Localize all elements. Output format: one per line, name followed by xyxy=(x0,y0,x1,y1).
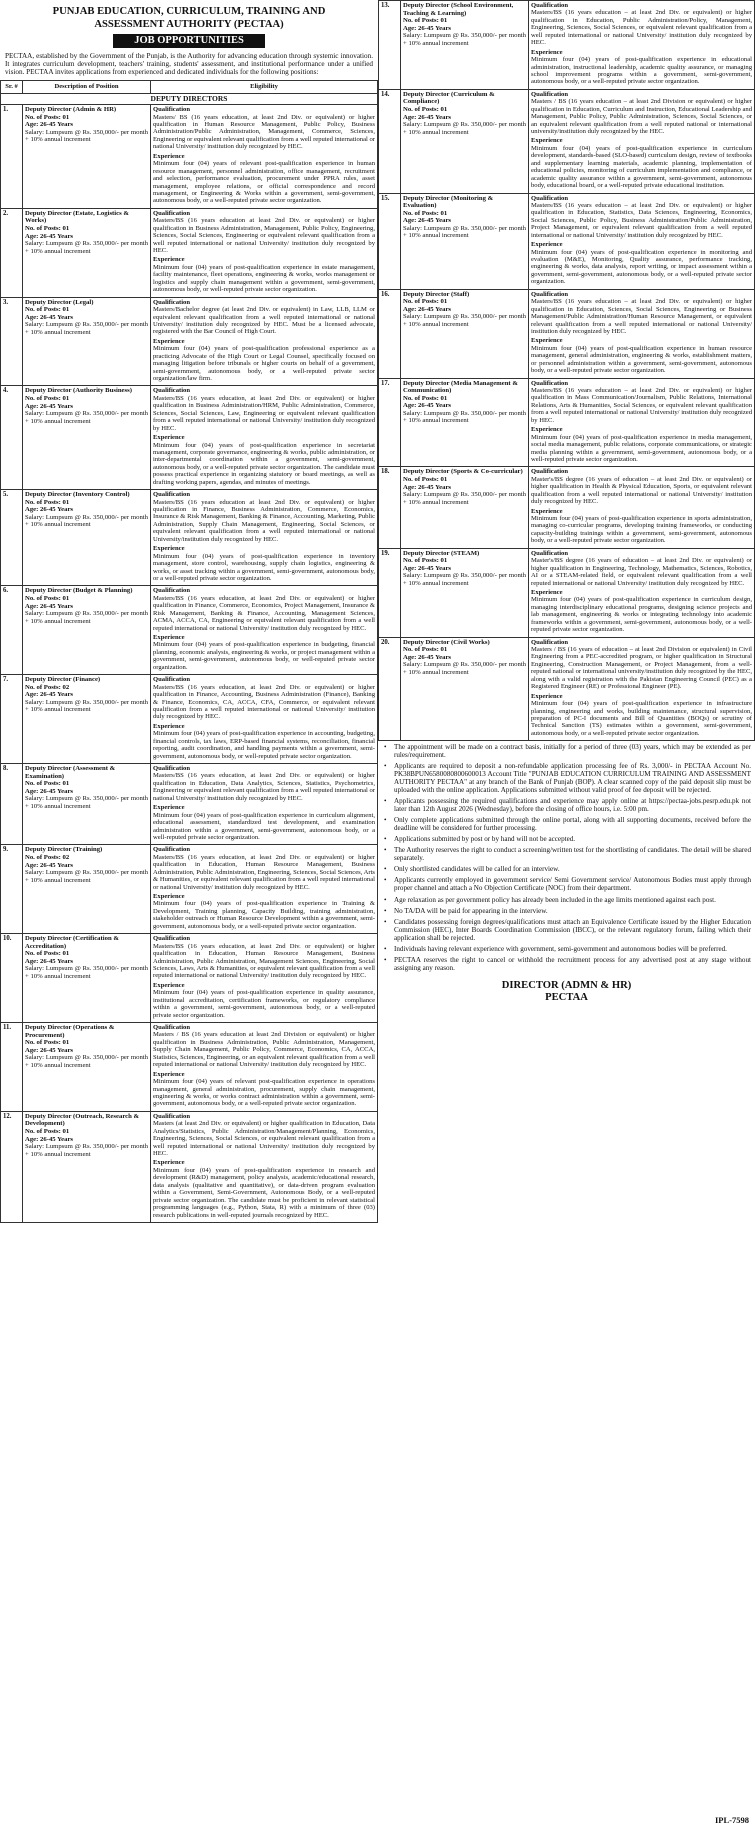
position-number: 10. xyxy=(1,934,23,1023)
positions-table-right xyxy=(378,0,755,741)
number-of-posts: No. of Posts: 01 xyxy=(403,298,448,306)
experience-text: Minimum four (04) years of post-qualification experience in media management, social media management, public relations, corporate communications, or strategic media planning within a government, semi-government, autonomous body, or a well-reputed private sector organization. xyxy=(531,433,752,463)
position-title: Deputy Director (School Environment, Teaching & Learning) xyxy=(403,2,514,17)
left-position-rows xyxy=(1,105,378,1223)
position-description xyxy=(401,637,529,741)
position-title: Deputy Director (Staff) xyxy=(403,290,470,298)
position-eligibility xyxy=(529,1,755,90)
qualification-heading: Qualification xyxy=(531,90,568,98)
position-title: Deputy Director (Curriculum & Compliance) xyxy=(403,90,495,106)
age-limit: Age: 26-45 Years xyxy=(25,313,74,321)
experience-heading: Experience xyxy=(153,1159,185,1167)
experience-text: Minimum four (04) years of post-qualification experience in research and development (R&D) management, policy analysis, academic/educational research, data analysis (qualitative and quantitative), or data-driven program evaluation within a Government, Semi-Government, Autonomous Body, or a well-reputed private sector organization. The candidate must be proficient in relevant statistical programming languages (e.g., Python, Stata, R) with a minimum of three (03) research publications in well-reputed journals recognized by HEC. xyxy=(153,1166,375,1219)
qualification-heading: Qualification xyxy=(153,935,190,943)
position-description xyxy=(23,1023,151,1112)
qualification-heading: Qualification xyxy=(531,379,568,387)
experience-text: Minimum four (04) years of post-qualification experience in quality assurance, institutional accreditation, certification frameworks, or regulatory compliance within a government, semi-government, autonomous body, or a well-reputed private sector organization. xyxy=(153,989,375,1019)
position-title: Deputy Director (Monitoring & Evaluation) xyxy=(403,194,494,210)
note-item: • Only shortlisted candidates will be called for an interview. xyxy=(384,865,751,873)
experience-text: Minimum four (04) years of post-qualification experience in educational administration, instructional leadership, academic quality assurance, or managing school improvement programs within a government, semi-government, autonomous body, or a well-reputed private sector organization. xyxy=(531,56,752,86)
qualification-heading: Qualification xyxy=(531,549,568,557)
qualification-text: Masters / BS (16 years education – at least 2nd Division or equivalent) or higher qualification in Education, Curriculum and Instruction, Educational Leadership and Management, Public Policy, Public Administration, Sciences, Social Sciences, or an equivalent relevant qualification from a well reputed national or international university/institution duly recognized by the HEC. xyxy=(531,98,752,135)
position-number: 3. xyxy=(1,297,23,386)
position-title: Deputy Director (STEAM) xyxy=(403,549,480,557)
qualification-heading: Qualification xyxy=(153,298,190,306)
qualification-heading: Qualification xyxy=(531,194,568,202)
qualification-text: Masters/BS (16 years education, at least 2nd Div. or equivalent) or higher qualification in Education, Data Analytics, Sciences, Statistics, Psychometrics, Engineering or equivalent relevant qualification from a well reputed international or national University/ institution duly recognized by HEC. xyxy=(153,772,375,802)
position-row xyxy=(1,845,378,934)
position-title: Deputy Director (Authority Business) xyxy=(25,387,132,395)
position-description xyxy=(23,105,151,209)
position-title: Deputy Director (Estate, Logistics & Works) xyxy=(25,209,129,225)
org-title-line1: PUNJAB EDUCATION, CURRICULUM, TRAINING AND xyxy=(52,6,326,17)
salary: Salary: Lumpsum @ Rs. 350,000/- per month + 10% annual increment xyxy=(25,410,148,425)
signatory-title: DIRECTOR (ADMN & HR) xyxy=(501,979,632,991)
note-item: • No TA/DA will be paid for appearing in the interview. xyxy=(384,907,751,915)
salary: Salary: Lumpsum @ Rs. 350,000/- per month + 10% annual increment xyxy=(403,121,526,136)
position-row xyxy=(379,193,755,289)
position-eligibility xyxy=(151,490,378,586)
number-of-posts: No. of Posts: 01 xyxy=(25,306,70,314)
position-eligibility xyxy=(529,548,755,637)
experience-text: Minimum four (04) years of post-qualification experience in Training & Development, Training planning, Capacity Building, training administration, stakeholder outreach or Human Resource Development within a government, semi-government, autonomous body, or a well-reputed private sector organization. xyxy=(153,900,375,930)
position-number: 1. xyxy=(1,105,23,209)
position-row xyxy=(1,1023,378,1112)
position-title: Deputy Director (Admin & HR) xyxy=(25,106,117,114)
position-eligibility xyxy=(529,637,755,741)
experience-heading: Experience xyxy=(153,634,185,642)
age-limit: Age: 26-45 Years xyxy=(403,483,452,491)
age-limit: Age: 26-45 Years xyxy=(403,402,452,410)
experience-heading: Experience xyxy=(153,256,185,264)
experience-heading: Experience xyxy=(153,545,185,553)
intro-paragraph: PECTAA, established by the Government of the Punjab, is the Authority for advancing education through systemic innovation. It integrates curriculum development, teachers' training, students' assessment, and institutional performance under a unified vision. PECTAA invites applications from experienced and dedicated individuals for the following positions: xyxy=(5,51,373,77)
note-item: • Applications submitted by post or by hand will not be accepted. xyxy=(384,835,751,843)
qualification-text: Masters/BS (16 years education at least 2nd Div. or equivalent) or higher qualification in Finance, Business Administration, Commerce, Economics, Insurance & Risk Management, Banking & Finance, Accounting, Marketing, Public Administration, Supply Chain Management, Engineering, Social Sciences, or equivalent relevant qualification from a well reputed international or national University/institution duly recognized by HEC. xyxy=(153,498,375,543)
number-of-posts: No. of Posts: 02 xyxy=(25,853,70,861)
experience-text: Minimum four (04) years of post-qualification experience in estate management, facility maintenance, fleet operations, engineering & works, works management or logistics and supply chain management within a government, semi-government, autonomous body, or well-reputed private sector organization. xyxy=(153,263,375,294)
position-description xyxy=(401,1,529,90)
signatory-organization: PECTAA xyxy=(545,992,588,1004)
position-description xyxy=(23,208,151,297)
number-of-posts: No. of Posts: 01 xyxy=(403,475,448,483)
number-of-posts: No. of Posts: 01 xyxy=(403,394,448,402)
number-of-posts: No. of Posts: 01 xyxy=(25,1039,70,1047)
qualification-heading: Qualification xyxy=(531,2,568,9)
salary: Salary: Lumpsum @ Rs. 350,000/- per month + 10% annual increment xyxy=(25,240,148,255)
position-eligibility xyxy=(151,1111,378,1222)
number-of-posts: No. of Posts: 01 xyxy=(25,224,70,232)
qualification-text: Masters/ BS (16 years education, at least 2nd Div. or equivalent) or higher qualification in Human Resource Management, Public Policy, Business Administration/Public Administration, Management, Commerce, Sciences, Engineering or equivalent relevant qualification from a well reputed international or national University/ institution duly recognized by HEC. xyxy=(153,113,375,151)
position-title: Deputy Director (Inventory Control) xyxy=(25,491,130,499)
qualification-text: Masters/Bachelor degree (at least 2nd Div. or equivalent) in Law, LLB, LLM or equivalent relevant qualification from a well reputed international or national University/ institution duly recognized by HEC. Must be a licensed advocate, registered with the Bar Council of High Court. xyxy=(153,306,375,336)
experience-heading: Experience xyxy=(153,804,185,812)
ipl-reference: IPL-7598 xyxy=(715,1815,749,1826)
qualification-heading: Qualification xyxy=(153,587,190,595)
position-row xyxy=(379,378,755,467)
experience-heading: Experience xyxy=(531,588,563,596)
position-title: Deputy Director (Sports & Co-curricular) xyxy=(403,468,523,476)
qualification-text: Masters/BS (16 years education – at least 2nd Div. or equivalent) or higher qualification in Mass Communication/Journalism, Public Relations, International Relations, Arts & Humanities, Social Sciences, or equivalent relevant qualification from a well reputed international or national University/ institution duly recognized by HEC. xyxy=(531,387,752,424)
qualification-text: Masters/BS (16 years education – at least 2nd Div. or equivalent) or higher qualification in Education, Sciences, Social Sciences, Engineering or Business Management/Public Administration/Human Resource Management, or equivalent relevant qualification from a well reputed international or national University/ institution duly recognized by HEC. xyxy=(531,298,752,335)
position-title: Deputy Director (Training) xyxy=(25,846,103,854)
position-eligibility xyxy=(151,934,378,1023)
column-header-sr: Sr. # xyxy=(1,81,23,93)
position-description xyxy=(23,297,151,386)
qualification-heading: Qualification xyxy=(153,846,190,854)
age-limit: Age: 26-45 Years xyxy=(25,861,74,869)
position-row xyxy=(1,1111,378,1222)
position-description xyxy=(23,586,151,675)
position-title: Deputy Director (Finance) xyxy=(25,676,101,684)
qualification-heading: Qualification xyxy=(153,106,190,114)
position-title: Deputy Director (Outreach, Research & Development) xyxy=(25,1112,140,1128)
qualification-text: Masters/BS (16 years education, at least 2nd Div. or equivalent) or higher qualification in Education, Human Resource Management, Business Administration, Public Administration, Management Sciences, Engineering, Social Sciences, Laws, Arts & Humanities, or equivalent relevant qualification from a well reputed international or national University/ institution duly recognized by HEC. xyxy=(153,942,375,980)
position-row xyxy=(1,386,378,490)
number-of-posts: No. of Posts: 01 xyxy=(403,646,448,654)
age-limit: Age: 26-45 Years xyxy=(403,653,452,661)
experience-text: Minimum four (04) years of post-qualification experience in budgeting, financial planning, economic analysis, engineering & works, or project management within a government, semi-government, autonomous body, or well-reputed private sector organization. xyxy=(153,641,375,671)
position-number: 2. xyxy=(1,208,23,297)
position-number: 12. xyxy=(1,1111,23,1222)
position-eligibility xyxy=(151,675,378,764)
section-row xyxy=(1,93,378,104)
position-description xyxy=(23,490,151,586)
position-title: Deputy Director (Assessment & Examination) xyxy=(25,765,116,780)
experience-text: Minimum four (04) years of post-qualification experience in curriculum design, managing interdisciplinary educational programs, designing science projects and lab management, engineering & works or integrating technology into academic frameworks within a government, semi-government, autonomous body, or a well-reputed private sector organization. xyxy=(531,596,752,634)
position-eligibility xyxy=(151,1023,378,1112)
note-item: • Individuals having relevant experience with government, semi-government and autonomous bodies will be preferred. xyxy=(384,945,751,953)
age-limit: Age: 26-45 Years xyxy=(403,305,452,313)
note-item: • PECTAA reserves the right to cancel or withhold the recruitment process for any advertised post at any stage without assigning any reason. xyxy=(384,956,751,972)
position-title: Deputy Director (Legal) xyxy=(25,298,94,306)
age-limit: Age: 26-45 Years xyxy=(403,24,452,32)
age-limit: Age: 26-45 Years xyxy=(25,787,74,795)
experience-heading: Experience xyxy=(153,981,185,989)
salary: Salary: Lumpsum @ Rs. 350,000/- per month + 10% annual increment xyxy=(403,491,526,506)
org-title-line2: ASSESSMENT AUTHORITY (PECTAA) xyxy=(94,18,284,30)
age-limit: Age: 26-45 Years xyxy=(403,113,452,121)
experience-heading: Experience xyxy=(153,722,185,730)
salary: Salary: Lumpsum @ Rs. 350,000/- per month + 10% annual increment xyxy=(403,572,526,587)
position-eligibility xyxy=(529,289,755,378)
position-description xyxy=(401,193,529,289)
qualification-heading: Qualification xyxy=(153,1024,190,1032)
position-row xyxy=(1,208,378,297)
salary: Salary: Lumpsum @ Rs. 350,000/- per month + 10% annual increment xyxy=(403,313,526,328)
salary: Salary: Lumpsum @ Rs. 350,000/- per month + 10% annual increment xyxy=(25,795,148,810)
position-description xyxy=(401,467,529,548)
table-header-row xyxy=(1,81,378,93)
salary: Salary: Lumpsum @ Rs. 350,000/- per month + 10% annual increment xyxy=(403,32,526,47)
position-number: 7. xyxy=(1,675,23,764)
right-position-rows xyxy=(379,1,755,741)
number-of-posts: No. of Posts: 01 xyxy=(25,780,70,788)
position-eligibility xyxy=(151,764,378,845)
position-number: 16. xyxy=(379,289,401,378)
experience-heading: Experience xyxy=(153,152,185,160)
qualification-heading: Qualification xyxy=(531,290,568,298)
position-number: 18. xyxy=(379,467,401,548)
position-eligibility xyxy=(529,467,755,548)
position-description xyxy=(23,764,151,845)
age-limit: Age: 26-45 Years xyxy=(25,957,74,965)
position-description xyxy=(23,1111,151,1222)
number-of-posts: No. of Posts: 01 xyxy=(25,113,70,121)
number-of-posts: No. of Posts: 01 xyxy=(25,594,70,602)
note-item: • The Authority reserves the right to conduct a screening/written test for the shortlisting of candidates. The detail will be shared separately. xyxy=(384,846,751,862)
qualification-text: Master's/BS degree (16 years of education – at least 2nd Div. or equivalent) or higher qualification in Health & Physical Education, Sports, or equivalent relevant qualification from a well reputed international or national University/ institution duly recognized by HEC. xyxy=(531,475,752,506)
qualification-heading: Qualification xyxy=(153,1112,190,1120)
experience-text: Minimum four (04) years of post-qualification experience in human resource management, general administration, engineering & works, establishment matters, or personnel administration within a government, semi-government, autonomous body, or a well-reputed private sector organization. xyxy=(531,344,752,375)
age-limit: Age: 26-45 Years xyxy=(25,602,74,610)
salary: Salary: Lumpsum @ Rs. 350,000/- per month + 10% annual increment xyxy=(25,513,148,529)
note-item: • The appointment will be made on a contract basis, initially for a period of three (03) years, which may be extended as per rules/requirement. xyxy=(384,743,751,759)
qualification-text: Masters (at least 2nd Div. or equivalent) or higher qualification in Education, Data Analytics/Statistics, Public Administration/Management/Planning, Economics, Engineering, Sciences, Social Sciences, or equivalent relevant qualification from a well reputed international or national University/ institution duly recognized by HEC. xyxy=(153,1120,375,1158)
experience-heading: Experience xyxy=(153,893,185,901)
position-description xyxy=(23,386,151,490)
position-row xyxy=(379,548,755,637)
experience-text: Minimum four (04) years of post-qualification experience in curriculum alignment, educational assessment, standardized test development, and examination administration within a government, semi-government, autonomous body, or a well-reputed private sector organization. xyxy=(153,811,375,841)
position-number: 15. xyxy=(379,193,401,289)
position-number: 20. xyxy=(379,637,401,741)
organization-title xyxy=(6,6,372,31)
number-of-posts: No. of Posts: 02 xyxy=(25,683,70,691)
age-limit: Age: 26-45 Years xyxy=(25,121,74,129)
position-title: Deputy Director (Certification & Accreditation) xyxy=(25,935,119,950)
age-limit: Age: 26-45 Years xyxy=(25,691,74,699)
position-description xyxy=(401,89,529,193)
position-number: 14. xyxy=(379,89,401,193)
age-limit: Age: 26-45 Years xyxy=(403,217,452,225)
position-row xyxy=(1,490,378,586)
age-limit: Age: 26-45 Years xyxy=(25,232,74,240)
age-limit: Age: 26-45 Years xyxy=(25,1135,74,1143)
position-eligibility xyxy=(151,105,378,209)
note-item: • Applicants are required to deposit a non-refundable application processing fee of Rs. 3,000/- in PECTAA Account No. PK38BPUN6580080800600013 Account Title "PUNJAB EDUCATION CURRICULUM TRAINING AND ASSESSMENT AUTHORITY PECTAA" at any branch of the Bank of Punjab (BOP). A clear scanned copy of the paid deposit slip must be uploaded with the online application. Applications submitted without valid proof of fee deposit will be rejected. xyxy=(384,762,751,794)
experience-heading: Experience xyxy=(531,137,563,145)
qualification-heading: Qualification xyxy=(153,676,190,684)
experience-text: Minimum four (04) years of relevant post-qualification experience in human resource management, personnel administration, office management, recruitment and selection, performance evaluation, procurement under PPRA rules, asset management, employee relations, or official correspondence and record management, or Engineering & Works within a government, semi-government, autonomous body, or a well-reputed private sector organization. xyxy=(153,160,375,205)
experience-heading: Experience xyxy=(531,48,563,56)
age-limit: Age: 26-45 Years xyxy=(403,564,452,572)
qualification-text: Masters/BS (16 years education, at least 2nd Div. or equivalent) or higher qualification in Business Administration/HRM, Public Administration, Commerce, Sciences, Social Sciences, Law, Engineering or equivalent relevant qualification from a well reputed international or national University/ institution duly recognized by HEC. xyxy=(153,394,375,432)
experience-heading: Experience xyxy=(531,692,563,700)
experience-heading: Experience xyxy=(531,337,563,345)
number-of-posts: No. of Posts: 01 xyxy=(403,209,448,217)
position-number: 9. xyxy=(1,845,23,934)
experience-text: Minimum four (04) years of post-qualification professional experience as a practicing Advocate of the High Court or Legal Counsel, specifically focused on managing litigation before tribunals or higher courts on behalf of a government, semi-government, autonomous body, or a well-reputed private sector organization/law firm. xyxy=(153,345,375,383)
qualification-text: Masters/BS (16 years education, at least 2nd Div. or equivalent) or higher qualification in Finance, Accounting, Business Administration (Finance), Banking & Finance, Economics, CA, ACCA, CFA, Commerce, or equivalent relevant qualification from a well reputed international or national University/ institution duly recognized by HEC. xyxy=(153,683,375,721)
position-eligibility xyxy=(529,89,755,193)
position-description xyxy=(23,934,151,1023)
qualification-text: Master's/BS degree (16 years of education – at least 2nd Div. or equivalent) or higher qualification in Engineering, Technology, Mathematics, Sciences, Robotics, AI or a STEAM-related field, or equivalent relevant qualification from a well reputed international or national University/ institution duly recognized by HEC. xyxy=(531,557,752,587)
number-of-posts: No. of Posts: 01 xyxy=(403,557,448,565)
qualification-heading: Qualification xyxy=(153,491,190,499)
position-eligibility xyxy=(151,297,378,386)
salary: Salary: Lumpsum @ Rs. 350,000/- per month + 10% annual increment xyxy=(25,1143,148,1158)
experience-text: Minimum four (04) years of post-qualification experience in inventory management, store control, warehousing, supply chain logistics, engineering & works, or asset tracking within a government, semi-government, autonomous body, or a well-reputed private sector organization. xyxy=(153,552,375,582)
experience-text: Minimum four (04) years of relevant post-qualification experience in operations management, general administration, procurement, supply chain management, engineering & works, or works contract administration within a government, semi-government, autonomous body, or a well-reputed private sector organization. xyxy=(153,1078,375,1108)
number-of-posts: No. of Posts: 01 xyxy=(25,950,70,958)
position-eligibility xyxy=(529,193,755,289)
qualification-text: Masters / BS (16 years of education – at least 2nd Division or equivalent) in Civil Engineering from a PEC-accredited program, or higher qualification in Structural Engineering, Construction Management, or Project Management, from a well-reputed national or international university/institution duly recognized by the HEC, along with a valid registration with the Pakistan Engineering Council (PEC) as a Registered Engineer (RE) or Professional Engineer (PE). xyxy=(531,646,752,691)
position-row xyxy=(1,764,378,845)
salary: Salary: Lumpsum @ Rs. 350,000/- per month + 10% annual increment xyxy=(25,869,148,884)
salary: Salary: Lumpsum @ Rs. 350,000/- per month + 10% annual increment xyxy=(25,1054,148,1069)
age-limit: Age: 26-45 Years xyxy=(25,402,74,410)
position-row xyxy=(379,1,755,90)
experience-text: Minimum four (04) years of post-qualification experience in monitoring and evaluation (M&E), Monitoring, Quality assurance, performance tracking, engineering & works, data analysis, report writing, or impact assessment within a government, semi-government, autonomous body, or a well-reputed private sector organization. xyxy=(531,248,752,286)
salary: Salary: Lumpsum @ Rs. 350,000/- per month + 10% annual increment xyxy=(25,610,148,625)
position-eligibility xyxy=(151,386,378,490)
position-row xyxy=(1,105,378,209)
section-title: DEPUTY DIRECTORS xyxy=(1,93,378,104)
position-row xyxy=(1,934,378,1023)
experience-heading: Experience xyxy=(531,507,563,515)
position-row xyxy=(379,467,755,548)
position-number: 13. xyxy=(379,1,401,90)
qualification-heading: Qualification xyxy=(531,468,568,476)
position-eligibility xyxy=(529,378,755,467)
position-title: Deputy Director (Budget & Planning) xyxy=(25,587,133,595)
position-row xyxy=(1,297,378,386)
position-description xyxy=(23,845,151,934)
position-row xyxy=(379,289,755,378)
salary: Salary: Lumpsum @ Rs. 350,000/- per month + 10% annual increment xyxy=(403,661,526,676)
number-of-posts: No. of Posts: 01 xyxy=(25,498,70,506)
position-number: 6. xyxy=(1,586,23,675)
position-title: Deputy Director (Civil Works) xyxy=(403,638,490,646)
position-row xyxy=(379,637,755,741)
position-row xyxy=(1,675,378,764)
note-item: • Age relaxation as per government policy has already been included in the age limits mentioned against each post. xyxy=(384,896,751,904)
qualification-text: Masters/BS (16 years education, at least 2nd Div. or equivalent) or higher qualification in Finance, Commerce, Economics, Project Management, Insurance & Risk Management, Banking & Finance, Accounting, Management Sciences, ACMA, ACCA, CA, Engineering or equivalent relevant qualification from a well reputed international or national University/ institution duly recognized by HEC. xyxy=(153,594,375,632)
position-description xyxy=(401,378,529,467)
salary: Salary: Lumpsum @ Rs. 350,000/- per month + 10% annual increment xyxy=(403,409,526,425)
experience-text: Minimum four (04) years of post-qualification experience in infrastructure planning, engineering and works, building maintenance, structural supervision, preparation of PC-I documents and Bill of Quantities (BOQs) or scrutiny of Technical Sanction (TS) estimates within a government, semi-government, autonomous body, or a well-reputed private sector organization. xyxy=(531,700,752,737)
experience-heading: Experience xyxy=(153,1070,185,1078)
position-number: 5. xyxy=(1,490,23,586)
qualification-heading: Qualification xyxy=(153,387,190,395)
experience-text: Minimum four (04) years of post-qualification experience in curriculum development, standards-based (SLO-based) curriculum design, review of textbooks and supplementary learning materials, academic planning, implementation of educational policies, monitoring of curriculum implementation and compliance, or academic quality assurance within a government, semi-government, autonomous body, educational board, or a well-reputed private educational institution. xyxy=(531,144,752,190)
position-eligibility xyxy=(151,208,378,297)
age-limit: Age: 26-45 Years xyxy=(25,506,74,514)
number-of-posts: No. of Posts: 01 xyxy=(25,1127,70,1135)
qualification-text: Masters/BS (16 years education – at least 2nd Div. or equivalent) or higher qualification in Education, Statistics, Data Sciences, Engineering, Economics, Social Sciences, Public Policy, Business Administration/Public Administration, Project Management, or equivalent relevant qualification from a well reputed international or national University/ institution duly recognized by HEC. xyxy=(531,201,752,239)
number-of-posts: No. of Posts: 01 xyxy=(25,395,70,403)
experience-text: Minimum four (04) years of post-qualification experience in accounting, budgeting, financial controls, tax laws, ERP-based financial systems, reconciliation, financial reporting, audit coordination, and handling payments within a government, semi-government, autonomous body, or well-reputed private sector organization. xyxy=(153,730,375,760)
qualification-text: Masters/BS (16 years education at least 2nd Div. or equivalent) or higher qualification in Business Administration, Management, Public Policy, Engineering, Sciences, Social Sciences, Engineering or equivalent relevant qualification from a well reputed international or national University/ institution duly recognized by HEC. xyxy=(153,217,375,255)
qualification-text: Masters/BS (16 years education, at least 2nd Div. or equivalent) or higher qualification in Education, Human Resource Management, Business Administration, Public Administration, Engineering, Sciences, Social Sciences, Arts & Humanities, or equivalent relevant qualification from a well reputed international or national University/ institution duly recognized by HEC. xyxy=(153,853,375,891)
position-number: 4. xyxy=(1,386,23,490)
position-description xyxy=(401,289,529,378)
experience-text: Minimum four (04) years of post-qualification experience in sports administration, managing co-curricular programs, developing training frameworks, or conducting capacity-building trainings within a government, semi-government, autonomous body, or a well-reputed private sector organization. xyxy=(531,515,752,545)
position-description xyxy=(401,548,529,637)
qualification-heading: Qualification xyxy=(531,638,568,646)
positions-table-left xyxy=(0,80,378,1223)
experience-heading: Experience xyxy=(531,426,563,434)
experience-heading: Experience xyxy=(153,337,185,345)
note-item: • Applicants possessing the required qualifications and experience may apply online at https://pectaa-jobs.pesrp.edu.pk not later than 12th August 2026 (Wednesday), before the closing of office hours, i.e. 5:00 pm. xyxy=(384,797,751,813)
salary: Salary: Lumpsum @ Rs. 350,000/- per month + 10% annual increment xyxy=(403,224,526,240)
position-eligibility xyxy=(151,586,378,675)
salary: Salary: Lumpsum @ Rs. 350,000/- per month + 10% annual increment xyxy=(25,698,148,714)
position-number: 8. xyxy=(1,764,23,845)
job-opportunities-banner: JOB OPPORTUNITIES xyxy=(113,34,265,48)
experience-heading: Experience xyxy=(531,241,563,249)
position-description xyxy=(23,675,151,764)
salary: Salary: Lumpsum @ Rs. 350,000/- per month + 10% annual increment xyxy=(25,965,148,981)
note-item: • Only complete applications submitted through the online portal, along with all supporting documents, received before the deadline will be considered for further processing. xyxy=(384,816,751,832)
terms-and-conditions xyxy=(384,743,751,971)
signature-block xyxy=(378,980,755,1005)
qualification-heading: Qualification xyxy=(153,765,190,773)
salary: Salary: Lumpsum @ Rs. 350,000/- per month + 10% annual increment xyxy=(25,128,148,144)
position-number: 11. xyxy=(1,1023,23,1112)
position-row xyxy=(379,89,755,193)
experience-text: Minimum four (04) years of post-qualification experience in secretariat management, corporate governance, engineering & works, public administration, or inter-departmental coordination within a government, semi-government, autonomous body, or a well-reputed private sector organization. The candidate must possess practical experience in organizing statutory or board meetings, as well as drafting working papers, agendas, and minutes of meetings. xyxy=(153,441,375,486)
qualification-text: Masters / BS (16 years education at least 2nd Division or equivalent) or higher qualification in Business Administration, Public Administration, Management, Supply Chain Management, Public Policy, Commerce, Economics, CA, ACCA, Statistics, Sciences, Engineering, or an equivalent relevant qualification from a well reputed international or national University/ institution duly recognized by HEC. xyxy=(153,1031,375,1069)
experience-heading: Experience xyxy=(153,434,185,442)
position-number: 19. xyxy=(379,548,401,637)
qualification-text: Masters/BS (16 years education – at least 2nd Div. or equivalent) or higher qualification in Education, Public Administration/Policy, Management, Engineering, Sciences, Social Sciences, or equivalent relevant qualification from a well reputed international or national University/ institution duly recognized by HEC. xyxy=(531,9,752,47)
position-title: Deputy Director (Operations & Procurement) xyxy=(25,1024,115,1039)
position-title: Deputy Director (Media Management & Communication) xyxy=(403,379,518,395)
note-item: • Applicants currently employed in government service/ Semi Government service/ Autonomous Bodies must apply through proper channel and attach a No Objection Certificate (NOC) from their department. xyxy=(384,876,751,892)
age-limit: Age: 26-45 Years xyxy=(25,1046,74,1054)
position-eligibility xyxy=(151,845,378,934)
note-item: • Candidates possessing foreign degrees/qualifications must attach an Equivalence Certificate issued by the Higher Education Commission (HEC), Inter Boards Coordination Commission (IBCC), or the relevant regulatory forum, failing which their application shall be rejected. xyxy=(384,918,751,942)
position-row xyxy=(1,586,378,675)
qualification-heading: Qualification xyxy=(153,209,190,217)
right-column xyxy=(378,0,755,1834)
number-of-posts: No. of Posts: 01 xyxy=(403,17,448,25)
column-header-eligibility: Eligibility xyxy=(151,81,378,93)
position-number: 17. xyxy=(379,378,401,467)
number-of-posts: No. of Posts: 01 xyxy=(403,105,448,113)
salary: Salary: Lumpsum @ Rs. 350,000/- per month + 10% annual increment xyxy=(25,321,148,336)
column-header-description: Description of Position xyxy=(23,81,151,93)
